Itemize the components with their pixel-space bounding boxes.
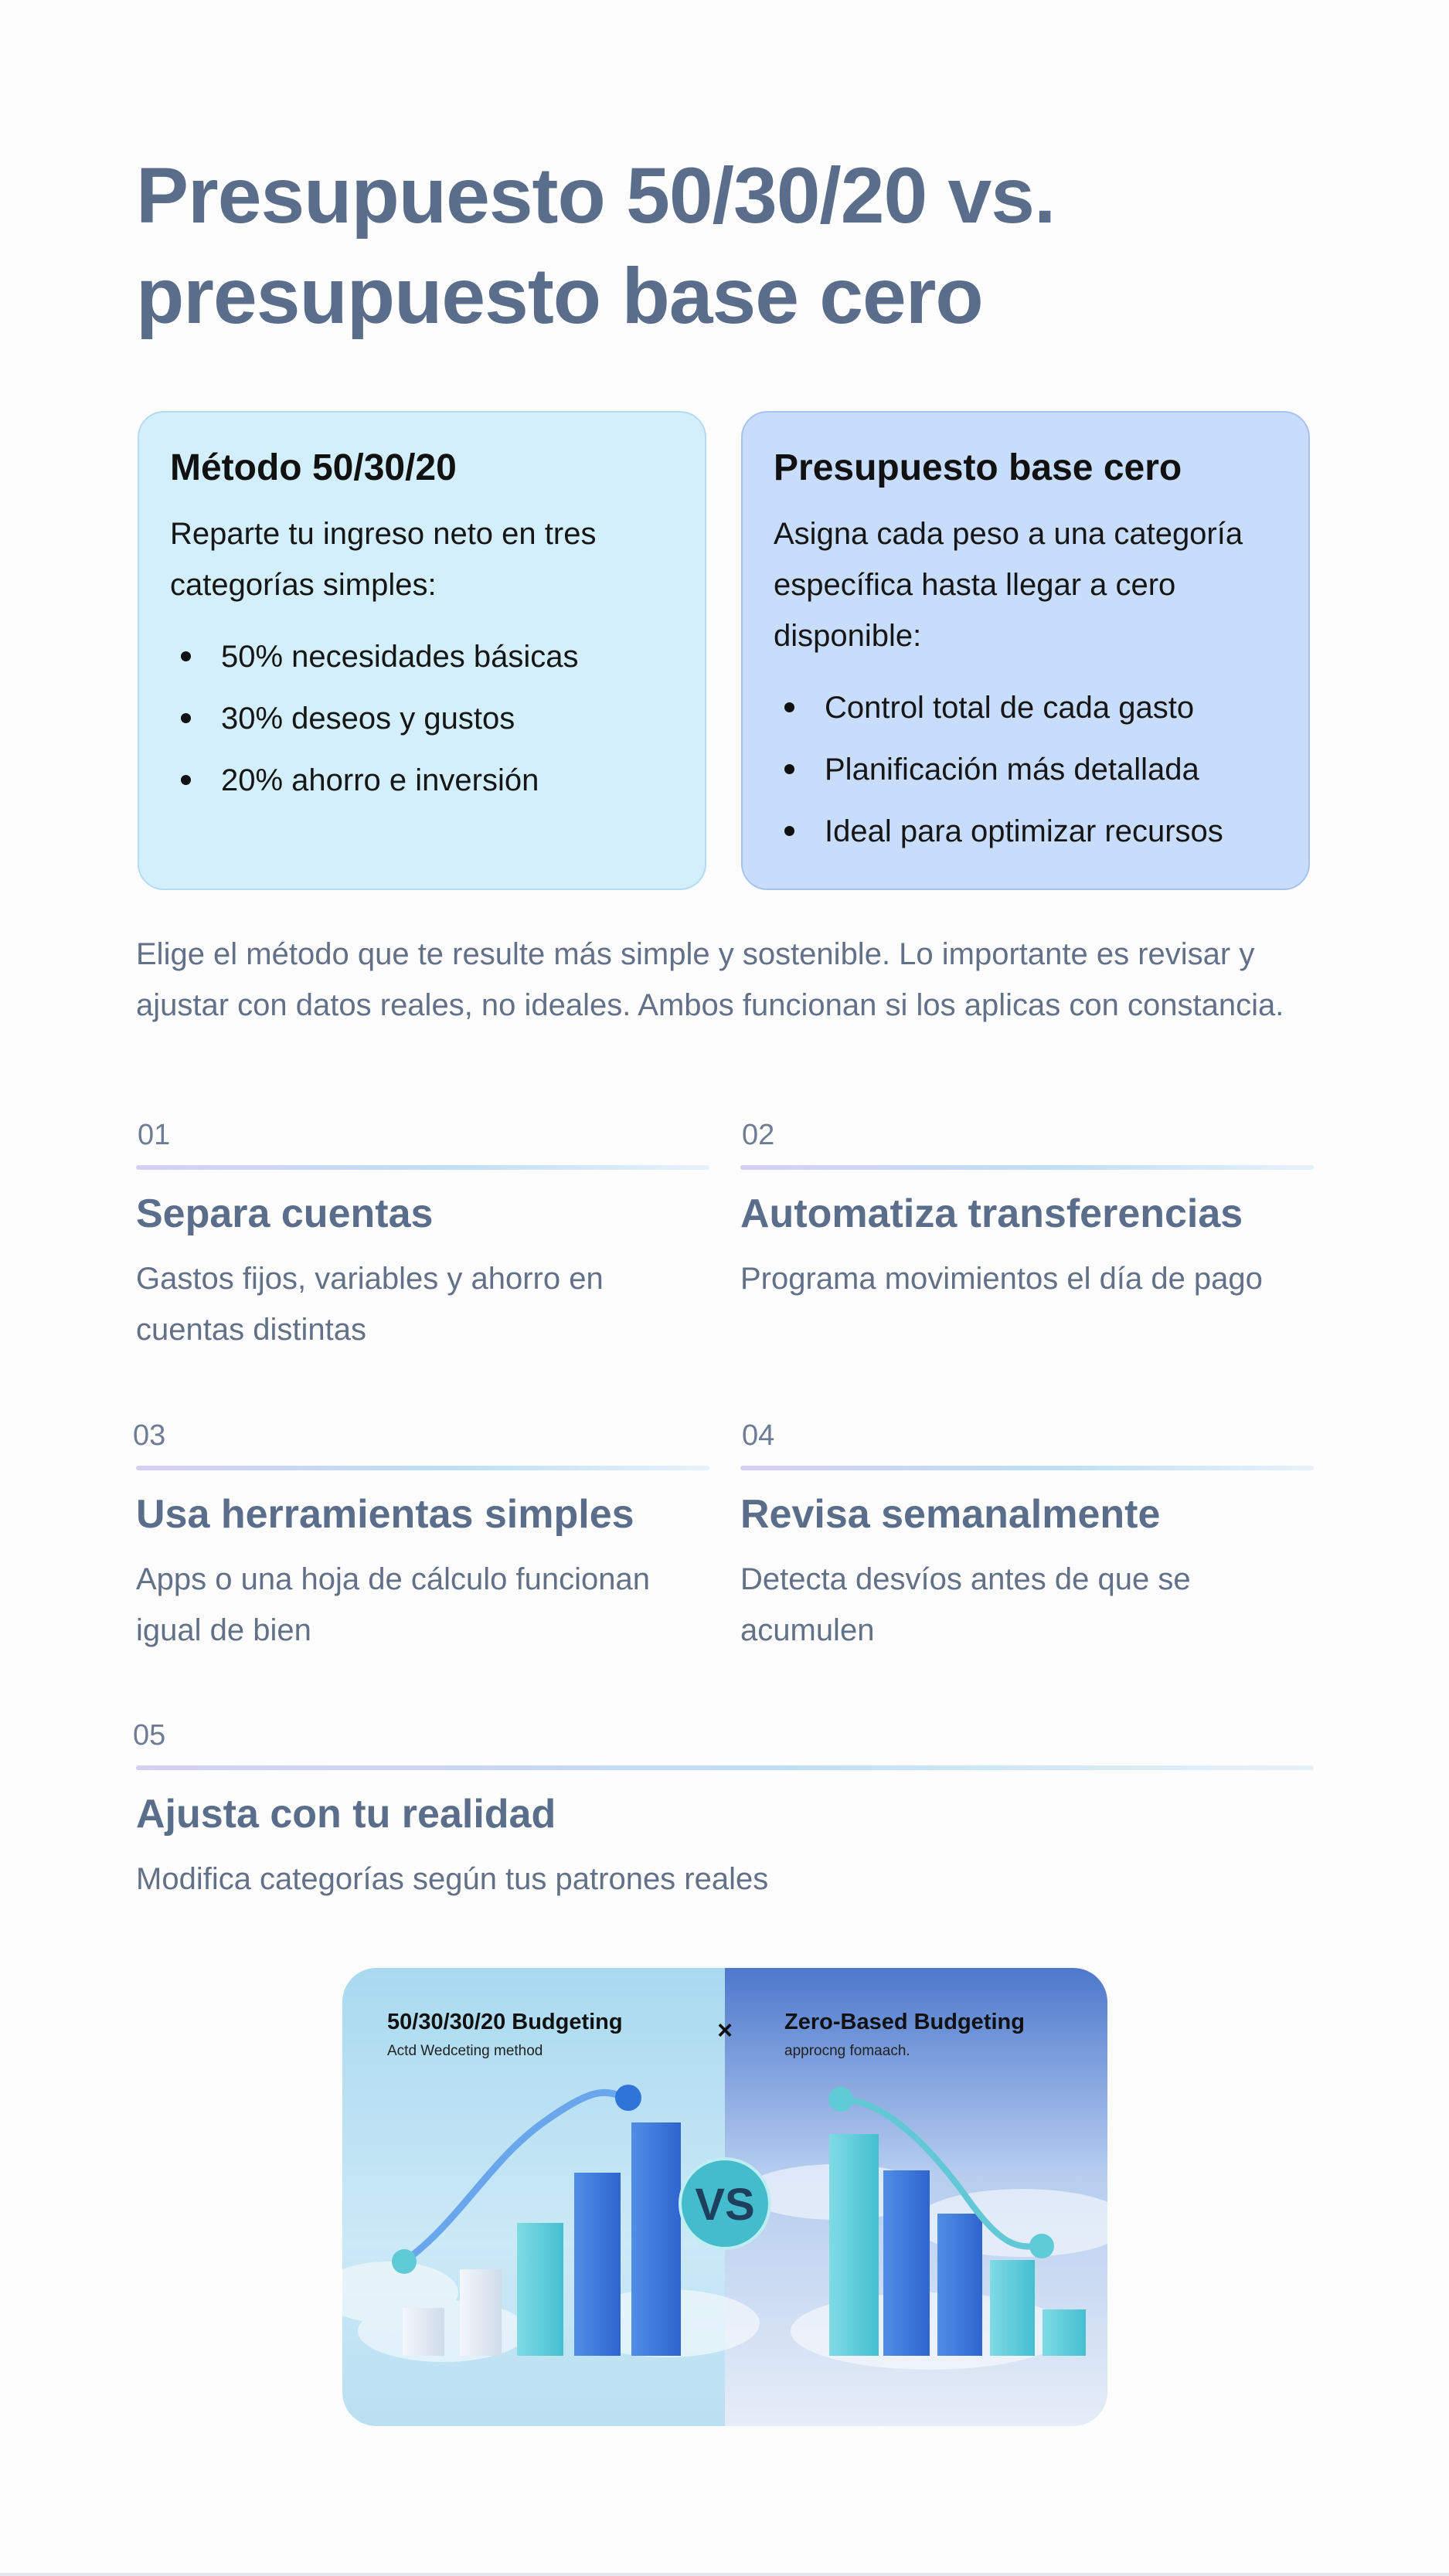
step-number: 05 (133, 1719, 166, 1752)
zero-based-card (741, 411, 1310, 890)
method-503020-card (138, 411, 706, 890)
step-automatiza-transferencias (740, 1117, 1314, 1304)
bullet-item: Planificación más detallada (774, 739, 1277, 800)
step-number: 04 (742, 1419, 775, 1452)
card-heading: Método 50/30/20 (170, 447, 457, 488)
step-description: Detecta desvíos antes de que se acumulen (740, 1562, 1191, 1647)
step-number: 03 (133, 1419, 166, 1452)
right-panel-title: Zero-Based Budgeting (784, 2010, 1025, 2034)
step-divider (740, 1466, 1314, 1470)
step-title: Usa herramientas simples (136, 1492, 634, 1537)
step-description: Apps o una hoja de cálculo funcionan igual de bien (136, 1562, 650, 1647)
vs-label: VS (695, 2180, 755, 2230)
step-description: Programa movimientos el día de pago (740, 1262, 1263, 1296)
step-separa-cuentas (136, 1117, 709, 1355)
step-description: Modifica categorías según tus patrones reales (136, 1862, 769, 1896)
page-bottom-border (0, 2573, 1449, 2576)
bullet-item: 30% deseos y gustos (170, 688, 674, 749)
step-number: 01 (138, 1119, 171, 1151)
step-revisa-semanalmente (740, 1418, 1314, 1656)
comparison-illustration (342, 1968, 1107, 2426)
card-text: Reparte tu ingreso neto en tres categorías simples: (170, 517, 597, 602)
left-panel-subtitle: Actd Wedceting method (387, 2043, 543, 2059)
card-bullet-list (170, 626, 674, 811)
bullet-item: 20% ahorro e inversión (170, 749, 674, 811)
vs-badge (680, 2159, 770, 2248)
step-usa-herramientas (133, 1418, 709, 1656)
bullet-item: Control total de cada gasto (774, 677, 1277, 739)
close-icon: × (717, 2016, 733, 2045)
left-panel-title: 50/30/30/20 Budgeting (387, 2010, 623, 2034)
step-title: Revisa semanalmente (740, 1492, 1161, 1537)
step-divider (136, 1466, 709, 1470)
step-title: Automatiza transferencias (740, 1191, 1243, 1236)
step-ajusta-realidad (133, 1718, 1314, 1905)
card-bullet-list (774, 677, 1277, 862)
step-divider (136, 1165, 709, 1170)
step-title: Separa cuentas (136, 1191, 434, 1236)
page-title: Presupuesto 50/30/20 vs. presupuesto base cero (136, 151, 1056, 340)
step-title: Ajusta con tu realidad (136, 1792, 556, 1837)
step-number: 02 (742, 1119, 775, 1151)
intro-paragraph: Elige el método que te resulte más simple y sostenible. Lo importante es revisar y ajustar con datos reales, no ideales. Ambos funcionan si los aplicas con constancia. (136, 937, 1284, 1022)
card-text: Asigna cada peso a una categoría específica hasta llegar a cero disponible: (774, 517, 1243, 653)
card-heading: Presupuesto base cero (774, 447, 1182, 488)
step-description: Gastos fijos, variables y ahorro en cuentas distintas (136, 1262, 604, 1347)
right-panel-subtitle: approcng fomaach. (784, 2043, 910, 2059)
step-divider (136, 1765, 1314, 1770)
bullet-item: Ideal para optimizar recursos (774, 800, 1277, 862)
bullet-item: 50% necesidades básicas (170, 626, 674, 688)
step-divider (740, 1165, 1314, 1170)
